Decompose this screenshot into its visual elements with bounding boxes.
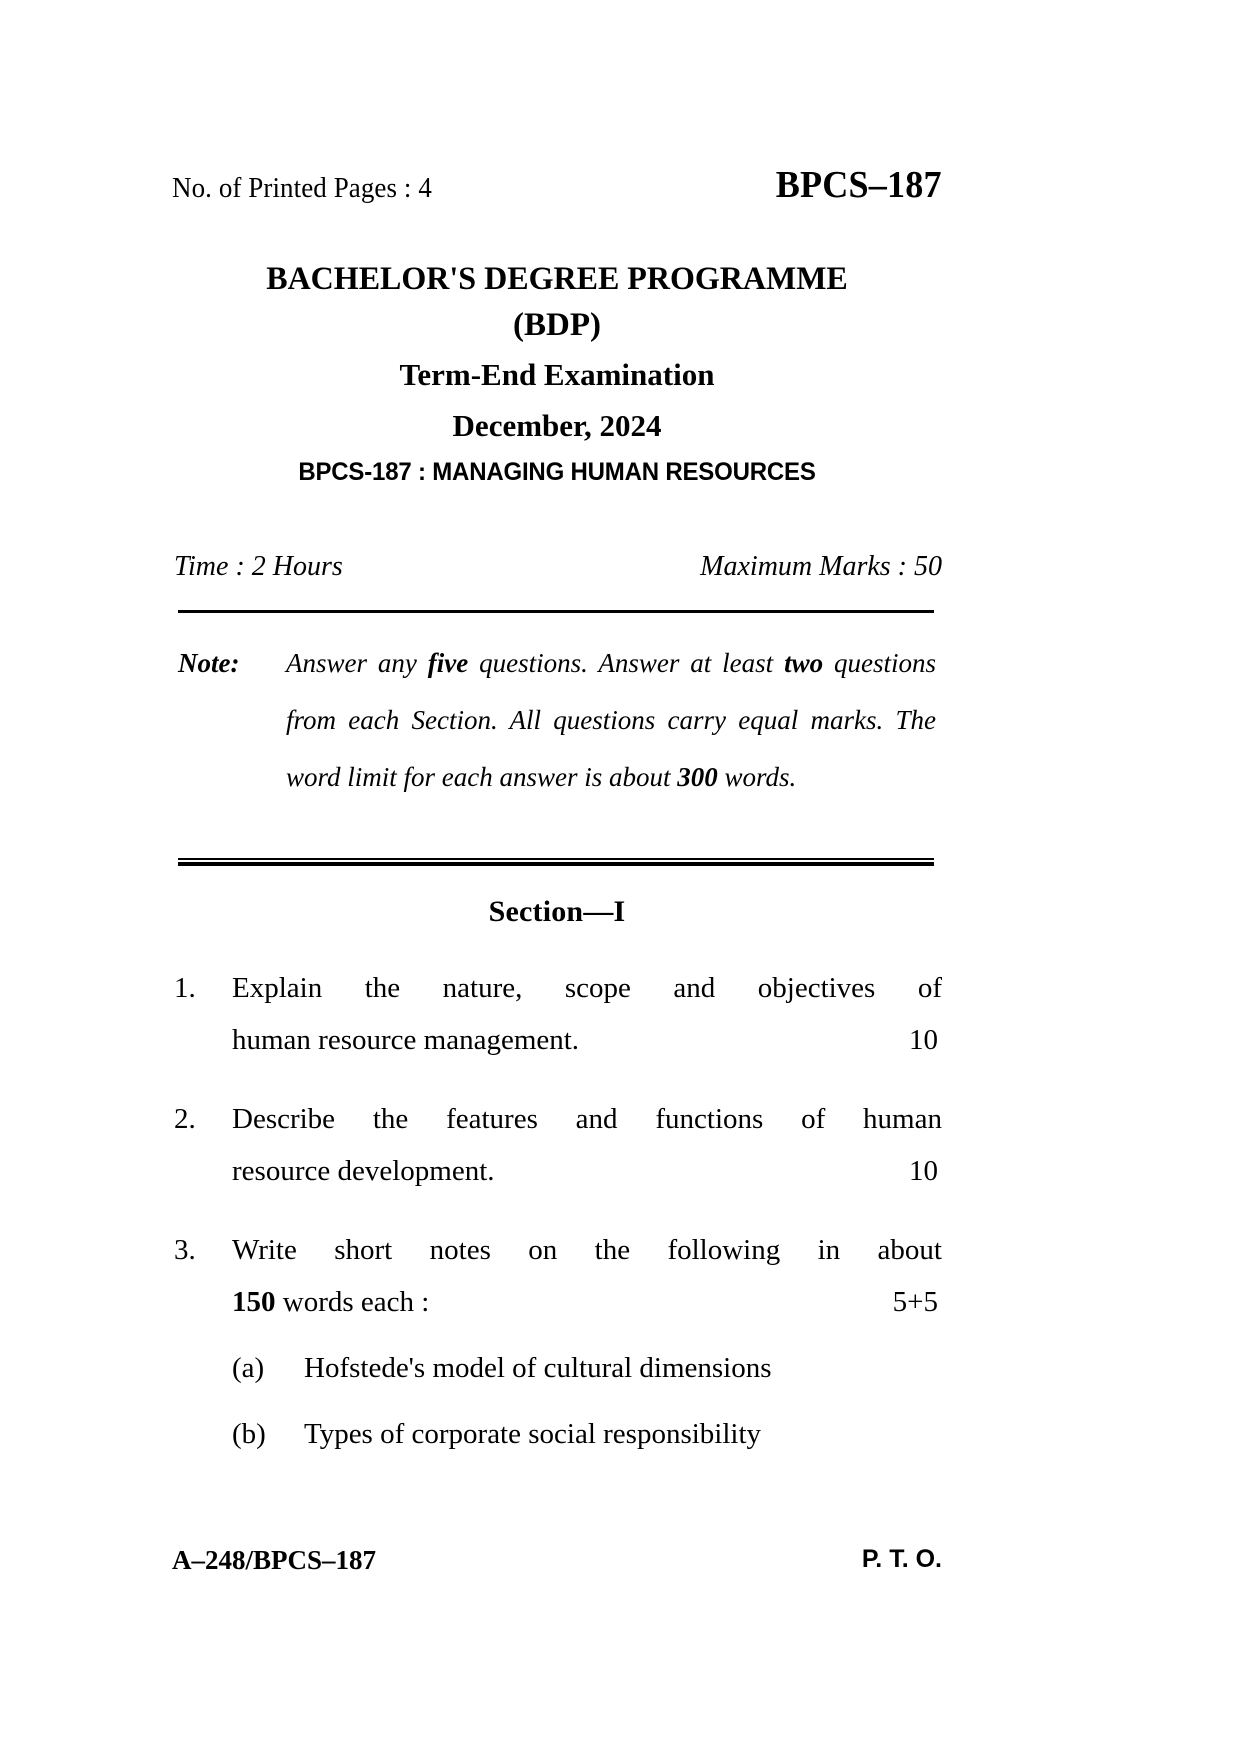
note-text <box>286 635 936 806</box>
footer-paper-reference: A–248/BPCS–187 <box>172 1545 377 1575</box>
note-label <box>178 635 239 692</box>
title-block <box>172 258 942 495</box>
printed-pages-label: No. of Printed Pages : 4 <box>172 172 432 204</box>
question-line: Explain the nature, scope and objectives of <box>232 972 942 1004</box>
programme-abbreviation: (BDP) <box>513 307 601 344</box>
word-limit-rest: words each : <box>275 1286 430 1318</box>
note-part-1: Answer any <box>286 648 428 678</box>
question-item <box>172 1224 942 1460</box>
word-limit-value: 150 <box>232 1286 276 1318</box>
note-colon: : <box>230 648 240 678</box>
page-footer <box>172 1545 942 1576</box>
subitem-text: Types of corporate social responsibility <box>304 1418 762 1450</box>
note-part-2: questions. Answer at least <box>468 648 785 678</box>
page-header <box>172 163 942 207</box>
section-heading: Section—I <box>488 895 626 928</box>
horizontal-rule-top <box>178 610 934 613</box>
question-line: resource development. <box>232 1155 495 1187</box>
page-content <box>172 0 942 1754</box>
question-line <box>232 1276 942 1328</box>
note-part-3: questions from each Section. All questions carry equal marks. The word limit for each answer is about <box>286 648 936 792</box>
horizontal-rule-double <box>178 858 934 865</box>
note-emphasis-300: 300 <box>677 762 718 792</box>
note-block <box>178 635 936 806</box>
examination-date: December, 2024 <box>452 407 662 443</box>
subitem-label: (a) <box>232 1352 265 1384</box>
question-marks: 10 <box>909 1155 938 1187</box>
maximum-marks: Maximum Marks : 50 <box>700 551 942 582</box>
question-subitem <box>232 1408 942 1460</box>
question-marks: 5+5 <box>892 1286 938 1318</box>
note-emphasis-two: two <box>784 648 824 678</box>
rule-thick-line <box>178 862 934 866</box>
question-number: 1. <box>174 972 196 1004</box>
paper-code: BPCS–187 <box>776 164 942 206</box>
programme-title: BACHELOR'S DEGREE PROGRAMME <box>266 261 848 297</box>
question-item <box>172 962 942 1066</box>
footer-pto-label: P. T. O. <box>861 1545 942 1573</box>
question-marks: 10 <box>909 1024 938 1056</box>
question-body <box>232 962 942 1066</box>
note-label-text: Note <box>178 648 231 678</box>
question-list <box>172 962 942 1487</box>
question-line: human resource management. <box>232 1024 580 1056</box>
time-allowed: Time : 2 Hours <box>174 551 343 582</box>
question-line: Write short notes on the following in about <box>232 1234 942 1266</box>
subitem-text: Hofstede's model of cultural dimensions <box>304 1352 772 1384</box>
question-number: 3. <box>174 1234 196 1266</box>
examination-type: Term-End Examination <box>399 357 715 393</box>
question-body <box>232 1224 942 1328</box>
note-part-4: words. <box>717 762 797 792</box>
question-item <box>172 1093 942 1197</box>
question-line: Describe the features and functions of human <box>232 1103 942 1135</box>
rule-thin-line <box>178 858 934 860</box>
question-subitem <box>232 1342 942 1394</box>
subitem-label: (b) <box>232 1418 266 1450</box>
question-number: 2. <box>174 1103 196 1135</box>
course-title: BPCS-187 : MANAGING HUMAN RESOURCES <box>298 458 816 487</box>
exam-meta-row <box>174 551 942 583</box>
question-body <box>232 1093 942 1197</box>
note-emphasis-five: five <box>427 648 469 678</box>
